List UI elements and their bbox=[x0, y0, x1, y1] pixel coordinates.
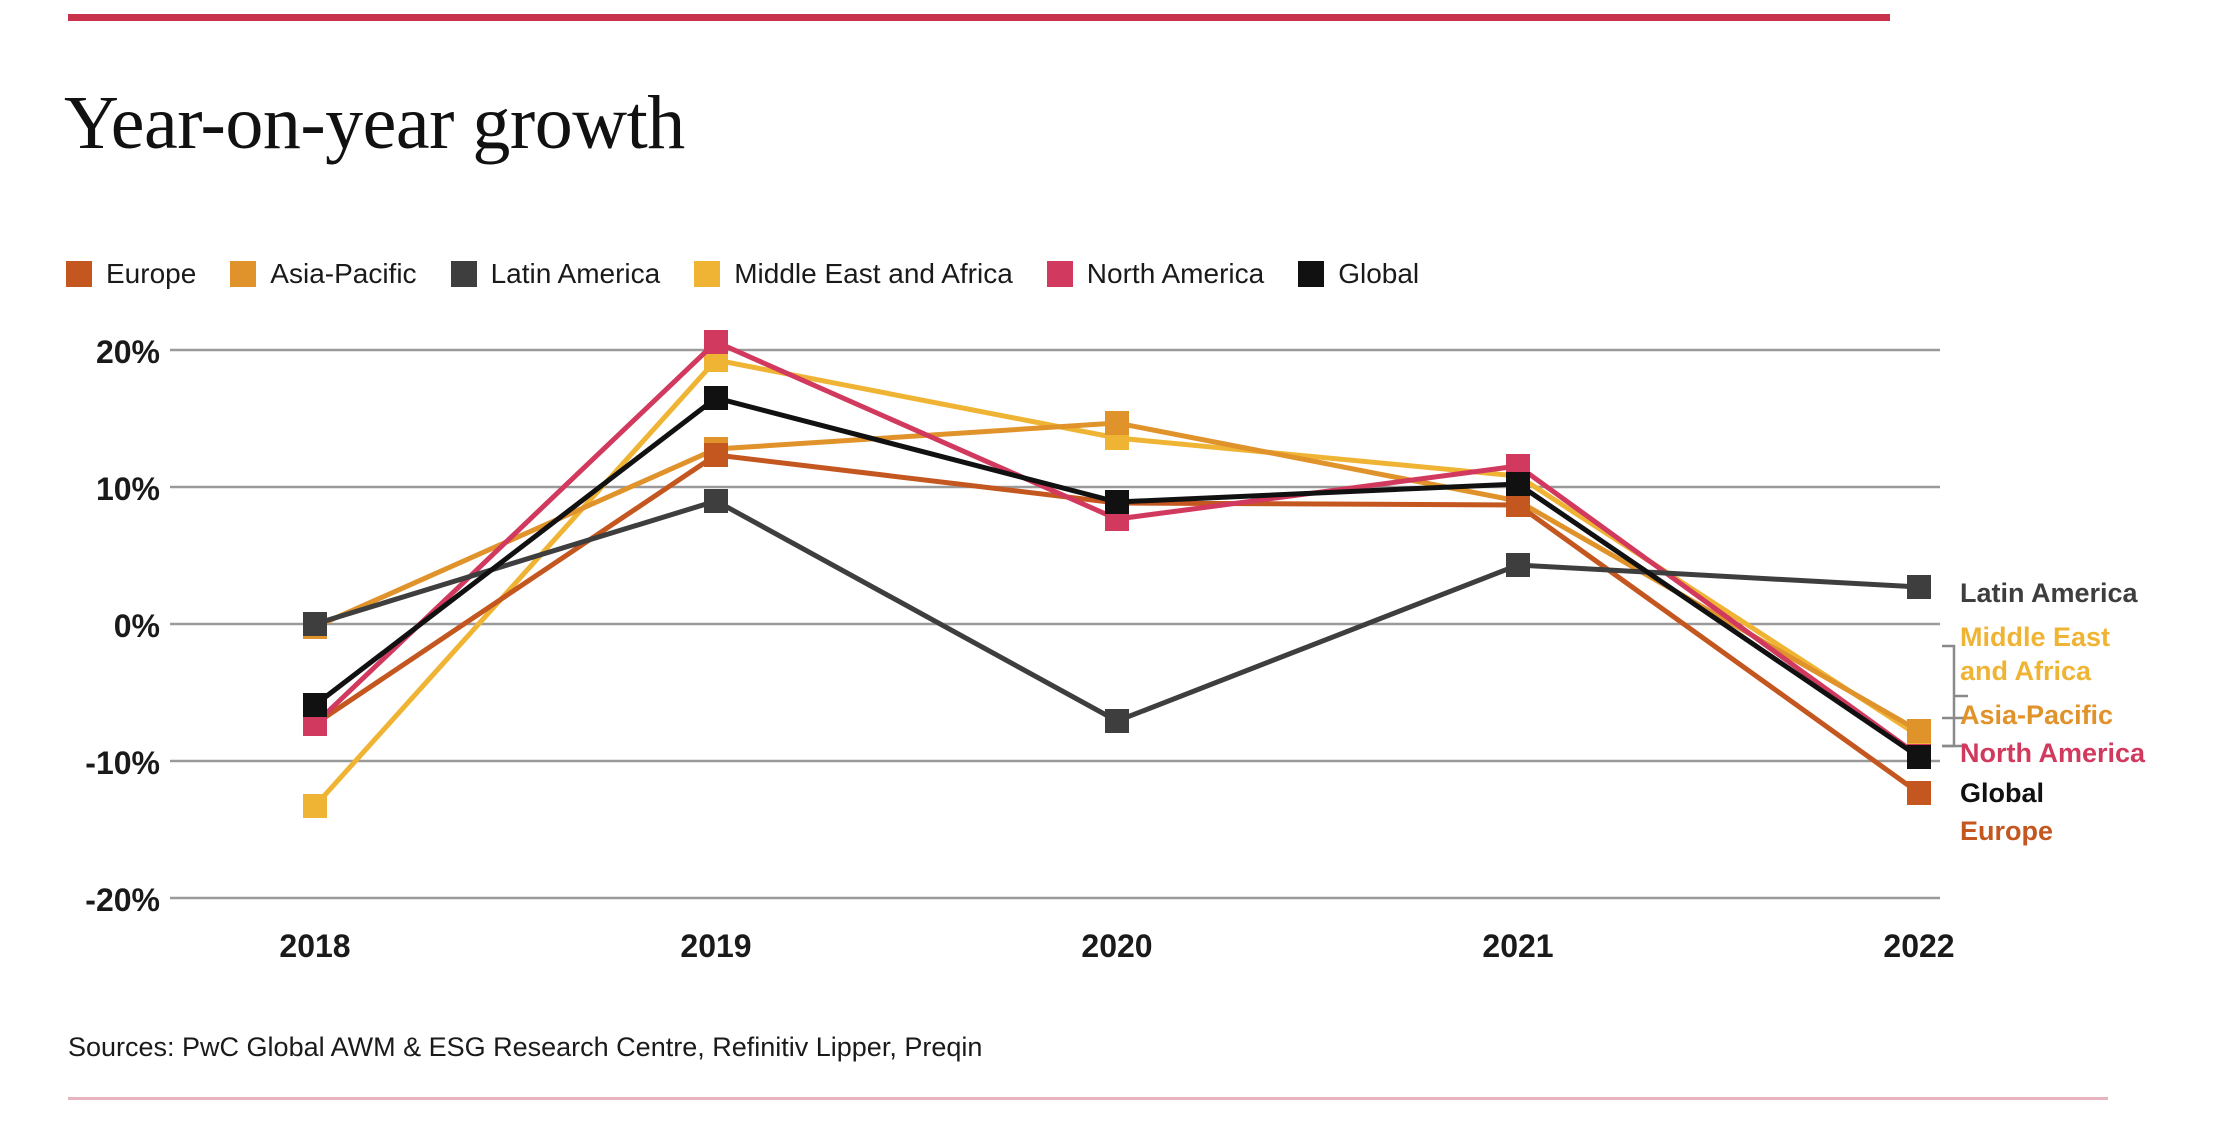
legend-label: Global bbox=[1338, 258, 1420, 289]
end-label-latin-america: Latin America bbox=[1960, 578, 2138, 608]
bottom-rule bbox=[68, 1097, 2108, 1100]
y-axis-label-10: 10% bbox=[95, 471, 160, 507]
x-axis-label-2022: 2022 bbox=[1883, 928, 1955, 964]
y-axis-label-minus10: -10% bbox=[85, 745, 160, 781]
y-axis-label-minus20: -20% bbox=[85, 882, 160, 918]
x-axis-label-2018: 2018 bbox=[279, 928, 351, 964]
series-asia-pacific bbox=[303, 411, 1931, 743]
x-axis-label-2020: 2020 bbox=[1081, 928, 1153, 964]
end-label-asia-pacific: Asia-Pacific bbox=[1960, 700, 2114, 730]
legend-label: Latin America bbox=[490, 258, 661, 289]
page-title: Year-on-year growth bbox=[64, 81, 685, 165]
end-label-europe: Europe bbox=[1960, 816, 2054, 846]
y-axis-label-0: 0% bbox=[113, 608, 160, 644]
legend-label: Europe bbox=[106, 258, 197, 289]
end-label-middle-east-and-africa-line1: Middle East bbox=[1960, 622, 2111, 652]
legend-label: Asia-Pacific bbox=[270, 258, 417, 289]
sources-note: Sources: PwC Global AWM & ESG Research Centre, Refinitiv Lipper, Preqin bbox=[68, 1032, 983, 1062]
end-label-north-america: North America bbox=[1960, 738, 2146, 768]
x-axis-label-2021: 2021 bbox=[1482, 928, 1554, 964]
x-axis-label-2019: 2019 bbox=[680, 928, 752, 964]
legend-label: Middle East and Africa bbox=[734, 258, 1013, 289]
legend-label: North America bbox=[1086, 258, 1265, 289]
end-label-global: Global bbox=[1960, 778, 2045, 808]
end-label-middle-east-and-africa-line2: and Africa bbox=[1960, 656, 2092, 686]
gridlines bbox=[170, 350, 1940, 898]
y-axis-label-20: 20% bbox=[95, 334, 160, 370]
